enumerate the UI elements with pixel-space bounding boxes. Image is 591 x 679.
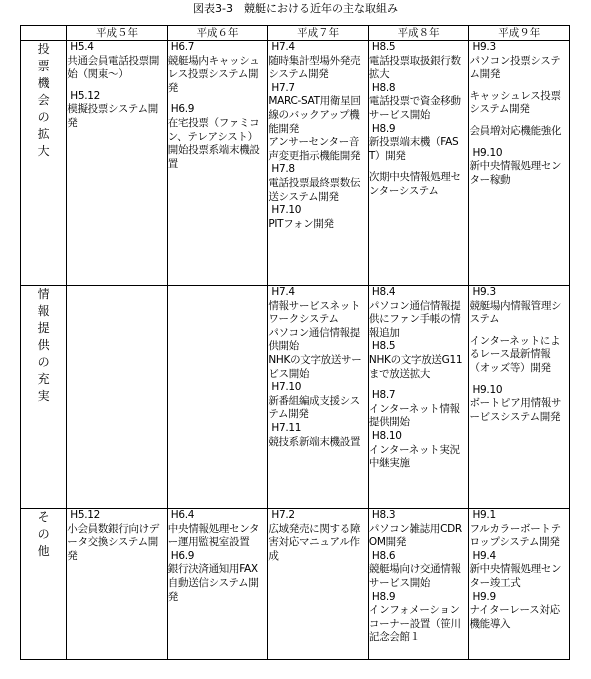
entry-date: H6.7 — [170, 41, 195, 53]
entry-text: 電話投票で資金移動サービス開始 — [368, 95, 461, 121]
entry-text: 次期中央情報処理センターシステム — [368, 171, 461, 197]
entry-text: 銀行決済通知用FAX自動送信システム開発 — [167, 563, 259, 603]
cell-entry — [369, 340, 469, 381]
entry-date: H8.6 — [371, 549, 396, 562]
entry-date: H8.3 — [371, 509, 396, 521]
entry-text: アンサーセンター音声変更指示機能開発 — [268, 136, 361, 162]
cell-entry — [369, 286, 469, 340]
cell-entry — [369, 41, 469, 82]
row-label: 情報提供の充実 — [37, 287, 50, 403]
cell-entry — [168, 41, 268, 95]
entry-date: H8.9 — [371, 590, 396, 603]
entry-text: 新番組編成支援システム開発 — [268, 394, 360, 421]
row-label-cell — [21, 286, 67, 509]
entry-date: H9.4 — [472, 549, 496, 562]
table-row — [21, 509, 570, 660]
entry-date: H8.10 — [371, 429, 402, 442]
cell-entry — [268, 163, 368, 204]
table-cell — [368, 509, 469, 660]
entry-date: H9.10 — [472, 383, 503, 396]
cell-entry — [369, 82, 469, 123]
cell-entry — [268, 136, 368, 163]
entry-date: H6.4 — [170, 509, 195, 521]
cell-entry — [268, 381, 368, 422]
entry-date: H6.9 — [170, 549, 195, 562]
entry-date: H7.2 — [271, 509, 295, 521]
entry-spacer — [168, 95, 268, 103]
table-cell — [167, 41, 268, 286]
cell-entry — [168, 550, 268, 604]
entry-date: H7.10 — [271, 381, 302, 394]
entry-spacer — [369, 381, 469, 389]
entry-date: H5.4 — [70, 41, 94, 53]
year-header: 平成６年 — [167, 26, 268, 41]
year-header: 平成５年 — [67, 26, 168, 41]
entry-text: インターネット情報提供開始 — [368, 402, 460, 429]
table-cell — [268, 41, 369, 286]
entry-text: インフォメーションコーナー設置（笹川記念会館１ — [368, 604, 461, 644]
table-cell — [167, 509, 268, 660]
table-cell — [167, 286, 268, 509]
cell-entry — [469, 125, 569, 139]
table-row — [21, 286, 570, 509]
year-header: 平成９年 — [469, 26, 570, 41]
cell-entry — [469, 147, 569, 188]
entry-text: 小会員数銀行向けデータ交換システム開発 — [67, 522, 160, 562]
table-row — [21, 41, 570, 286]
table-cell — [469, 286, 570, 509]
entry-text: ナイターレース対応機能導入 — [469, 604, 560, 630]
entry-text: パソコン通信情報提供開始 — [268, 326, 360, 353]
entry-text: NHKの文字放送サービス開始 — [268, 353, 362, 380]
cell-entry — [469, 41, 569, 82]
entry-spacer — [469, 376, 569, 384]
entry-date: H8.5 — [371, 41, 396, 53]
entry-text: インターネットによるレース最新情報（オッズ等）開発 — [469, 334, 561, 374]
entry-date: H8.7 — [371, 389, 396, 402]
cell-entry — [469, 335, 569, 376]
entry-text: パソコン雑誌用CDROM開発 — [368, 522, 462, 549]
entry-text: 新中央情報処理センター稼動 — [469, 160, 562, 186]
entry-text: 情報サービスネットワークシステム — [268, 299, 361, 326]
entry-text: 新投票端末機（FAST）開発 — [368, 136, 459, 162]
entry-date: H7.7 — [271, 81, 295, 94]
cell-entry — [268, 41, 368, 82]
entry-text: 広域発売に関する障害対応マニュアル作成 — [268, 522, 361, 562]
entry-date: H7.4 — [271, 286, 295, 298]
cell-entry — [168, 509, 268, 550]
entry-text: 模擬投票システム開発 — [67, 103, 158, 129]
cell-entry — [268, 82, 368, 136]
cell-entry — [67, 41, 167, 82]
cell-entry — [469, 591, 569, 632]
entry-date: H9.3 — [472, 286, 496, 298]
row-label: 投票機会の拡大 — [37, 42, 50, 158]
cell-entry — [369, 171, 469, 198]
entry-text: インターネット実況中継実施 — [368, 443, 460, 470]
entry-date: H7.10 — [271, 204, 302, 217]
entry-text: PITフォン開発 — [268, 217, 334, 230]
cell-entry — [369, 430, 469, 471]
entry-date: H5.12 — [70, 89, 101, 102]
cell-entry — [268, 327, 368, 354]
cell-entry — [369, 389, 469, 430]
entry-date: H7.11 — [271, 421, 302, 434]
entry-text: 競艇場内キャッシュレス投票システム開発 — [167, 54, 260, 94]
entry-text: MARC-SAT用衛星回線のバックアップ機能開発 — [268, 95, 361, 135]
entry-text: 電話投票取扱銀行数拡大 — [368, 54, 461, 81]
table-cell — [268, 286, 369, 509]
row-label-cell — [21, 509, 67, 660]
header-corner — [21, 26, 67, 41]
entry-text: NHKの文字放送G11まで放送拡大 — [368, 353, 463, 380]
cell-entry — [469, 384, 569, 425]
table-cell — [67, 286, 168, 509]
entry-text: 在宅投票（ファミコン、テレアシスト）開始投票系端末機設置 — [167, 116, 260, 170]
entry-text: 競艇場内情報管理システム — [469, 299, 562, 326]
entry-date: H8.4 — [371, 286, 396, 298]
entry-spacer — [469, 82, 569, 90]
entry-text: 競艇場向け交通情報サービス開始 — [368, 563, 461, 589]
entry-spacer — [67, 82, 167, 90]
initiatives-table — [20, 25, 570, 660]
entry-text: 中央情報処理センター運用監視室設置 — [167, 522, 260, 549]
cell-entry — [369, 591, 469, 645]
cell-entry — [469, 550, 569, 591]
row-label-cell — [21, 41, 67, 286]
entry-date: H8.5 — [371, 340, 396, 353]
entry-text: 随時集計型場外発売システム開発 — [268, 54, 361, 81]
entry-spacer — [469, 139, 569, 147]
entry-date: H7.8 — [271, 163, 295, 176]
entry-text: 共通会員電話投票開始（関東～） — [67, 54, 160, 81]
entry-date: H6.9 — [170, 103, 195, 116]
cell-entry — [168, 103, 268, 171]
entry-date: H5.12 — [70, 509, 101, 521]
entry-text: 競技系新端末機設置 — [268, 435, 361, 448]
entry-text: パソコン投票システム開発 — [469, 54, 561, 81]
cell-entry — [469, 509, 569, 550]
figure-caption: 図表3-3 競艇における近年の主な取組み — [193, 2, 398, 15]
entry-text: キャッシュレス投票システム開発 — [469, 89, 561, 116]
cell-entry — [369, 123, 469, 164]
entry-date: H9.3 — [472, 41, 496, 53]
entry-text: 会員増対応機能強化 — [469, 124, 562, 137]
cell-entry — [469, 90, 569, 117]
table-cell — [67, 509, 168, 660]
cell-entry — [67, 509, 167, 563]
cell-entry — [369, 509, 469, 550]
entry-spacer — [469, 117, 569, 125]
table-cell — [368, 286, 469, 509]
entry-date: H8.9 — [371, 122, 396, 135]
row-label: その他 — [37, 510, 50, 558]
entry-spacer — [469, 327, 569, 335]
table-cell — [67, 41, 168, 286]
entry-text: 電話投票最終票数伝送システム開発 — [268, 176, 361, 203]
table-cell — [268, 509, 369, 660]
entry-text: フルカラーボートテロップシステム開発 — [469, 522, 561, 549]
year-header: 平成８年 — [368, 26, 469, 41]
cell-entry — [268, 204, 368, 231]
cell-entry — [67, 90, 167, 131]
header-row — [21, 26, 570, 41]
cell-entry — [469, 286, 569, 327]
table-cell — [368, 41, 469, 286]
cell-entry — [369, 550, 469, 591]
cell-entry — [268, 509, 368, 563]
cell-entry — [268, 422, 368, 449]
cell-entry — [268, 286, 368, 327]
year-header: 平成７年 — [268, 26, 369, 41]
entry-date: H7.4 — [271, 41, 295, 53]
entry-date: H9.9 — [472, 590, 496, 603]
entry-text: 新中央情報処理センター竣工式 — [469, 563, 562, 589]
entry-date: H9.10 — [472, 146, 503, 159]
cell-entry — [268, 354, 368, 381]
entry-text: ボートピア用情報サービスシステム開発 — [469, 397, 562, 423]
entry-date: H9.1 — [472, 509, 496, 521]
table-cell — [469, 509, 570, 660]
entry-date: H8.8 — [371, 81, 396, 94]
entry-text: パソコン通信情報提供にファン手帳の情報追加 — [368, 299, 461, 339]
table-cell — [469, 41, 570, 286]
